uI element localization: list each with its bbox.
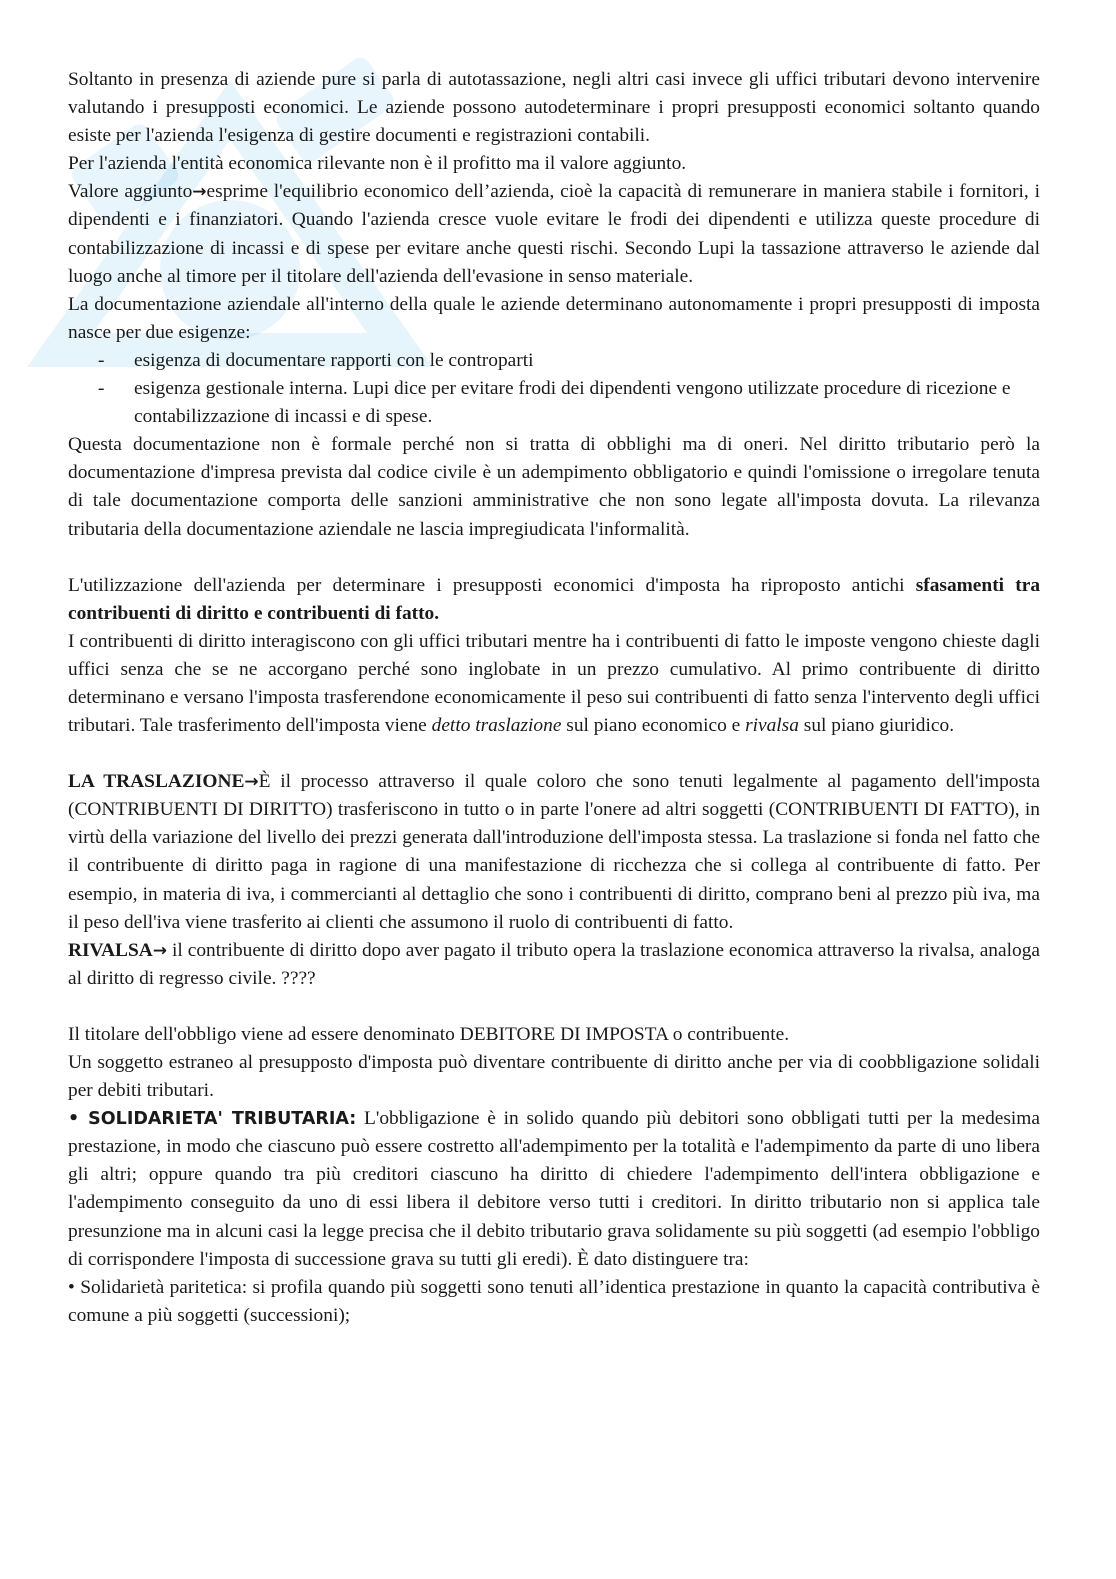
contribuenti-text-c: sul piano giuridico. <box>798 715 955 737</box>
paragraph-sfasamenti <box>68 572 1040 628</box>
list-item <box>98 347 1040 375</box>
list-item <box>98 375 1040 431</box>
list-item-text: esigenza di documentare rapporti con le controparti <box>134 349 534 371</box>
valore-aggiunto-text: esprime l'equilibrio economico dell’azienda, cioè la capacità di remunerare in maniera stabile i fornitori, i dipendenti e i finanziatori. Quando l'azienda cresce vuole evitare le frodi dei dipendenti e utilizza queste procedure di contabilizzazione di incassi e di spese per evitare anche questi rischi. Secondo Lupi la tassazione attraverso le aziende dal luogo anche al timore per il titolare dell'azienda dell'evasione in senso materiale. <box>68 181 1040 287</box>
arrow-icon: → <box>152 940 168 961</box>
term-traslazione: detto traslazione <box>431 715 562 737</box>
paragraph-coobbligazione: Un soggetto estraneo al presupposto d'imposta può diventare contribuente di diritto anche per via di coobbligazione solidali per debiti tributari. <box>68 1052 1040 1102</box>
rivalsa-text: il contribuente di diritto dopo aver pagato il tributo opera la traslazione economica attraverso la rivalsa, analoga al diritto di regresso civile. ???? <box>68 939 1040 989</box>
paragraph-documentazione: La documentazione aziendale all'interno della quale le aziende determinano autonomamente i propri presupposti di imposta nasce per due esigenze: <box>68 293 1040 343</box>
paragraph-autotassazione: Soltanto in presenza di aziende pure si parla di autotassazione, negli altri casi invece gli uffici tributari devono intervenire valutando i presupposti economici. Le aziende possono autodeterminare i propri presupposti economici soltanto quando esiste per l'azienda l'esigenza di gestire documenti e registrazioni contabili. <box>68 69 1040 147</box>
paragraph-solidarieta <box>68 1105 1040 1274</box>
contribuenti-text-b: sul piano economico e <box>561 715 746 737</box>
arrow-icon: → <box>244 772 259 793</box>
paragraph-traslazione <box>68 768 1040 937</box>
dash-bullet: - <box>98 378 105 400</box>
solidarieta-text: L'obbligazione è in solido quando più debitori sono obbligati tutti per la medesima prestazione, in modo che ciascuno può essere costretto all'adempimento per la totalità e l'adempimento da parte di uno libera gli altri; oppure quando tra più creditori ciascuno ha diritto di chiedere l'adempimento dell'intera obbligazione e l'adempimento conseguito da uno di essi libera il debitore verso tutti i creditori. In diritto tributario non si applica tale presunzione ma in alcuni casi la legge precisa che il debito tributario grava solidamente su più soggetti (ad esempio l'obbligo di corrispondere l'imposta di successione grava su tutti gli eredi). È dato distinguere tra: <box>68 1108 1040 1270</box>
paragraph-debitore: Il titolare dell'obbligo viene ad essere denominato DEBITORE DI IMPOSTA o contribuente. <box>68 1023 790 1045</box>
list-item-text: esigenza gestionale interna. Lupi dice per evitare frodi dei dipendenti vengono utilizzate procedure di ricezione e contabilizzazione di incassi e di spese. <box>134 378 1011 428</box>
sfasamenti-text: L'utilizzazione dell'azienda per determinare i presupposti economici d'imposta ha riproposto antichi <box>68 574 916 596</box>
heading-rivalsa: RIVALSA <box>68 939 153 961</box>
arrow-icon: → <box>192 182 207 203</box>
paragraph-contribuenti <box>68 628 1040 740</box>
paragraph-valore-aggiunto-intro: Per l'azienda l'entità economica rilevante non è il profitto ma il valore aggiunto. <box>68 153 687 175</box>
term-rivalsa: rivalsa <box>745 715 799 737</box>
heading-traslazione: LA TRASLAZIONE <box>68 771 245 793</box>
dash-bullet: - <box>98 349 105 371</box>
heading-solidarieta: • SOLIDARIETA' TRIBUTARIA: <box>68 1109 357 1130</box>
paragraph-rivalsa <box>68 937 1040 993</box>
document-page <box>68 66 1040 1330</box>
sfasamenti-bold: sfasamenti tra contribuenti di diritto e contribuenti di fatto. <box>68 574 1041 624</box>
traslazione-text: È il processo attraverso il quale coloro che sono tenuti legalmente al pagamento dell'imposta (CONTRIBUENTI DI DIRITTO) trasferiscono in tutto o in parte l'onere ad altri soggetti (CONTRIBUENTI DI FATTO), in virtù della variazione del livello dei prezzi generata dall'introduzione dell'imposta stessa. La traslazione si fonda nel fatto che il contribuente di diritto paga in ragione di una manifestazione di ricchezza che si collega al contribuente di fatto. Per esempio, in materia di iva, i commercianti al dettaglio che sono i contribuenti di diritto, comprano beni al prezzo più iva, ma il peso dell'iva viene trasferito ai clienti che assumono il ruolo di contribuenti di fatto. <box>68 771 1041 933</box>
paragraph-oneri: Questa documentazione non è formale perché non si tratta di obblighi ma di oneri. Nel diritto tributario però la documentazione d'impresa prevista dal codice civile è un adempimento obbligatorio e quindi l'omissione o irregolare tenuta di tale documentazione comporta delle sanzioni amministrative che non sono legate all'imposta dovuta. La rilevanza tributaria della documentazione aziendale ne lascia impregiudicata l'informalità. <box>68 434 1040 540</box>
paragraph-valore-aggiunto <box>68 178 1040 290</box>
term-valore-aggiunto: Valore aggiunto <box>68 181 193 203</box>
contribuenti-text-a: I contribuenti di diritto interagiscono con gli uffici tributari mentre ha i contribuenti di fatto le imposte vengono chieste dagli uffici senza che se ne accorgano perché sono inglobate in un prezzo cumulativo. Al primo contribuente di diritto determinano e versano l'imposta trasferendone economicamente il peso sui contribuenti di fatto senza l'intervento degli uffici tributari. Tale trasferimento dell'imposta viene <box>68 630 1040 737</box>
paragraph-solidarieta-paritetica: • Solidarietà paritetica: si profila quando più soggetti sono tenuti all’identica prestazione in quanto la capacità contributiva è comune a più soggetti (successioni); <box>68 1276 1040 1326</box>
